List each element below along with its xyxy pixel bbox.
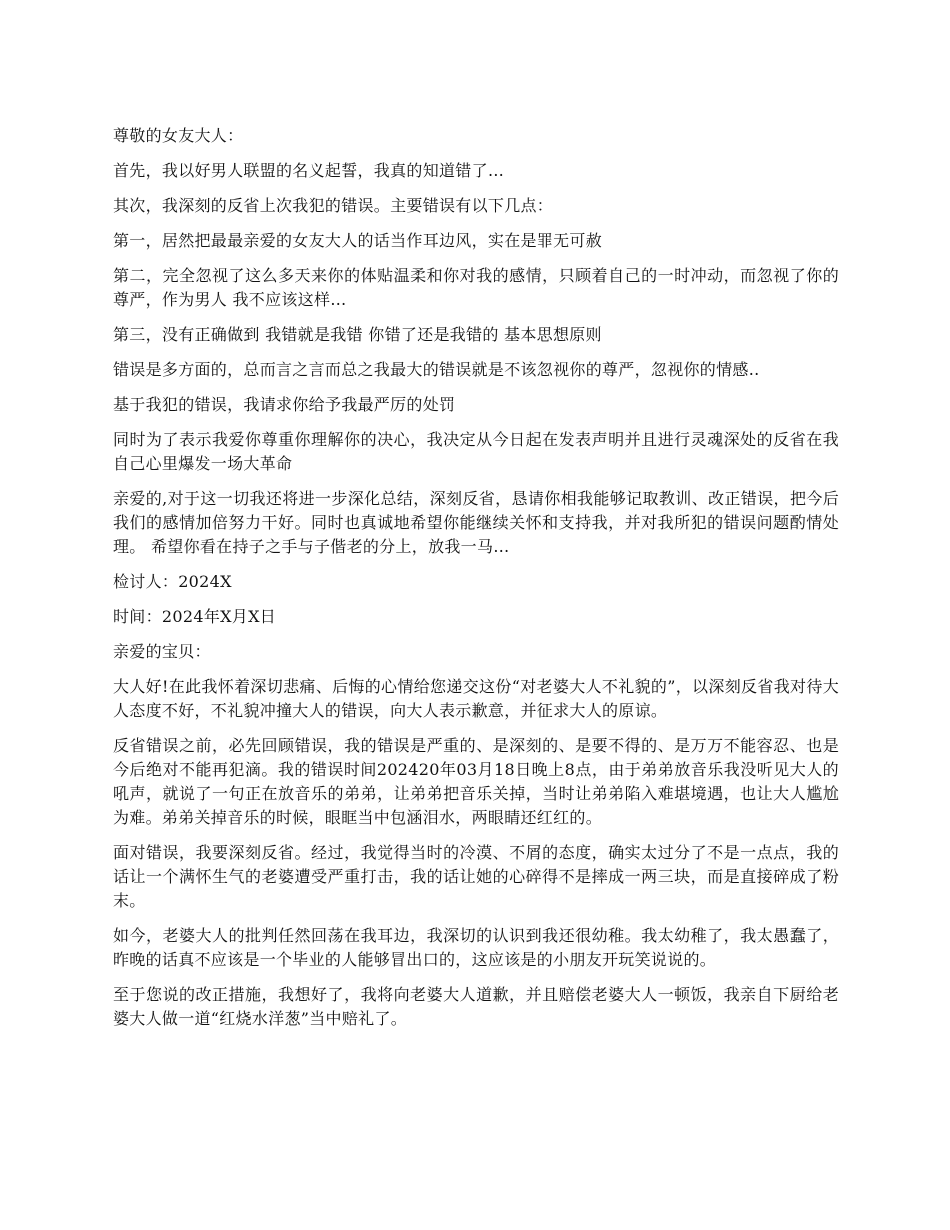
signature-date: 时间：2024年X月X日 — [113, 607, 277, 626]
document-body — [113, 124, 839, 1042]
paragraph: 至于您说的改正措施，我想好了，我将向老婆大人道歉，并且赔偿老婆大人一顿饭，我亲自下厨给老婆大人做一道“红烧水洋葱”当中赔礼了。 — [113, 985, 839, 1028]
paragraph: 第三，没有正确做到 我错就是我错 你错了还是我错的 基本思想原则 — [113, 325, 602, 344]
paragraph: 如今，老婆大人的批判任然回荡在我耳边，我深切的认识到我还很幼稚。我太幼稚了，我太愚蠢了，昨晚的话真不应该是一个毕业的人能够冒出口的，这应该是的小朋友开玩笑说说的。 — [113, 926, 839, 969]
paragraph: 第一，居然把最最亲爱的女友大人的话当作耳边风，实在是罪无可赦 — [113, 231, 603, 250]
paragraph: 首先，我以好男人联盟的名义起誓，我真的知道错了… — [113, 161, 505, 180]
paragraph: 错误是多方面的，总而言之言而总之我最大的错误就是不该忽视你的尊严，忽视你的情感.. — [113, 360, 760, 379]
paragraph: 同时为了表示我爱你尊重你理解你的决心，我决定从今日起在发表声明并且进行灵魂深处的反省在我自己心里爆发一场大革命 — [113, 430, 839, 473]
paragraph: 基于我犯的错误，我请求你给予我最严厉的处罚 — [113, 395, 456, 414]
paragraph: 反省错误之前，必先回顾错误，我的错误是严重的、是深刻的、是要不得的、是万万不能容忍、也是今后绝对不能再犯滴。我的错误时间202420年03月18日晚上8点，由于弟弟放音乐我没听见大人的吼声，就说了一句正在放音乐的弟弟，让弟弟把音乐关掉，当时让弟弟陷入难堪境遇，也让大人尴尬为难。弟弟关掉音乐的时候，眼眶当中包涵泪水，两眼睛还红红的。 — [113, 736, 839, 827]
paragraph: 面对错误，我要深刻反省。经过，我觉得当时的冷漠、不屑的态度，确实太过分了不是一点点，我的话让一个满怀生气的老婆遭受严重打击，我的话让她的心碎得不是摔成一两三块，而是直接碎成了粉末。 — [113, 843, 839, 910]
signature-author: 检讨人：2024X — [113, 572, 232, 591]
salutation: 亲爱的宝贝： — [113, 642, 211, 661]
paragraph: 其次，我深刻的反省上次我犯的错误。主要错误有以下几点： — [113, 196, 554, 215]
paragraph: 第二，完全忽视了这么多天来你的体贴温柔和你对我的感情，只顾着自己的一时冲动，而忽视了你的尊严，作为男人 我不应该这样… — [113, 266, 839, 309]
paragraph: 大人好!在此我怀着深切悲痛、后悔的心情给您递交这份“对老婆大人不礼貌的”，以深刻反省我对待大人态度不好，不礼貌冲撞大人的错误，向大人表示歉意，并征求大人的原谅。 — [113, 677, 839, 720]
salutation: 尊敬的女友大人： — [113, 126, 244, 145]
paragraph: 亲爱的,对于这一切我还将进一步深化总结，深刻反省，恳请你相我能够记取教训、改正错误，把今后我们的感情加倍努力干好。同时也真诚地希望你能继续关怀和支持我，并对我所犯的错误问题酌情处理。 希望你看在持子之手与子偕老的分上，放我一马… — [113, 489, 839, 556]
